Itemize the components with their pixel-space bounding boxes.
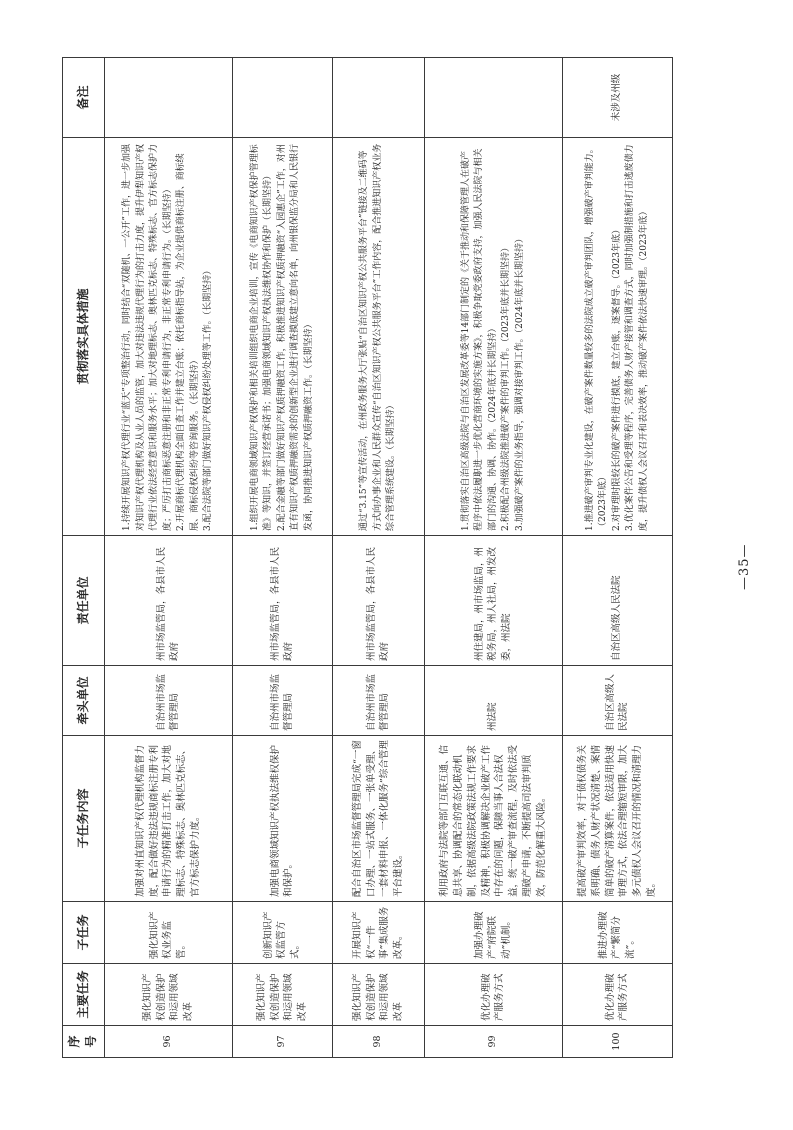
row-subtask: 强化知识产权业务监管。 [104,902,232,964]
row-measures [562,138,672,536]
row-measures [104,138,232,536]
table-row [104,58,232,1058]
row-no: 96 [104,1026,232,1058]
measure-line: 1.持续开展知识产权代理行业“蓝天”专项整治行动，同时结合“双随机、一公开”工作，进一步加强对知识产权代理机构及从业人员的监管，加大对违法违规代理行为的打击力度，提升伊犁知识产权代理行业依法经营意识和服务水平；加大对地理标志、奥林匹克标志、特殊标志、官方标志保护力度；严厉打击商标恶意注册和非正常专利申请行为，非正常专利申请行为。（长期坚持） [122,143,173,531]
measure-line: 通过“3.15”等宣传活动，在州政务服务大厅张贴“自治区知识产权公共服务平台”链接及二维码等方式向办事企业和人民群众宣传“自治区知识产权公共服务平台”工作内容，配合推进知识产权业务综合管理系统建设。（长期坚持） [359,143,397,531]
header-measures: 贯彻落实具体措施 [63,138,105,536]
measure-line: 2.积极配合州级法院推进破产案件的审判工作。（2023年底并长期坚持） [501,243,512,531]
row-subtask-content: 配合自治区市场监督管理局完成“一窗口办理、一站式服务、一张单受理、一套材料申报、一体化服务”综合管理平台建设。 [332,736,424,902]
table-row [232,58,332,1058]
header-responsible-unit: 责任单位 [63,536,105,666]
measure-line: 1.组织开展电商领域知识产权保护和相关培训组织电商企业培训，宣传《电商知识产权保护管理标准》等知识，并签订经营承诺书；加强电商领域知识产权执法维权协作和保护（长期坚持） [249,144,274,531]
table-row [424,58,562,1058]
row-no: 100 [562,1026,672,1058]
row-measures [424,138,562,536]
header-main-task: 主要任务 [63,964,105,1026]
table-row [332,58,424,1058]
measure-line: 1.推进破产审判专业化建设，在破产案件数量较多的法院成立破产审判团队，增强破产审判能力。（2023年底） [584,144,609,531]
measure-line: 2.对审理时限较长的破产案件进行摸底，建立台账，逐案督导。（2023年底） [611,225,622,531]
measure-line: 2.开展商标代理机构全面自查工作并建立台账；依托商标指导站，为企业提供商标注册、商标续展、商标侵权纠纷等咨询服务。（长期坚持） [176,153,200,531]
measure-line: 3.加强破产案件的业务指导，强调对接审判工作。（2024年底并长期坚持） [514,234,525,531]
row-note [332,58,424,138]
row-responsible-unit: 自治区高级人民法院 [562,536,672,666]
row-responsible-unit: 州市场监管局，各县市人民政府 [232,536,332,666]
row-subtask: 创新知识产权监管方式。 [232,902,332,964]
header-row [63,58,105,1058]
header-subtask-content: 子任务内容 [63,736,105,902]
row-no: 98 [332,1026,424,1058]
measure-line: 3.优化案件公告和受理等程序，完善债务人财产接管和调查方式，同时加强制措施和打击逃废债力度，提升债权人会议召开和表决效率，推动破产案件依法快速审理。（2023年底） [625,144,649,531]
header-subtask: 子任务 [63,902,105,964]
row-lead-unit: 自治区高级人民法院 [562,666,672,736]
row-subtask: 加强办理破产“府院联动”机制。 [424,902,562,964]
reform-task-table [62,57,673,1058]
row-subtask-content: 加强电商领域知识产权执法维权保护和保护。 [232,736,332,902]
row-main-task: 优化办理破产服务方式 [562,964,672,1026]
row-subtask-content: 利用政府与法院等部门互联互通、信息共享、协调配合的常态化联动机制，依据高级法院政策法规工作要求及精神，积极协调解决企业破产工作中存在的问题，保障当事人合法权益，统一破产审查流程，及时依法受理破产申请，不断提高司法审判质效，防范化解重大风险。 [424,736,562,902]
row-note: 未涉及州级 [562,58,672,138]
row-subtask-content: 提高破产审判效率，对于债权债务关系明确、债务人财产状况清楚、案情简单的破产清算案件，依法适用快速审理方式，依法合理缩短审限，加大多元债权人会议召开的情况和清理力度。 [562,736,672,902]
row-lead-unit: 州法院 [424,666,562,736]
row-responsible-unit: 州市场监管局，各县市人民政府 [332,536,424,666]
row-no: 99 [424,1026,562,1058]
measure-line: 1.贯彻落实自治区高级法院与自治区发展改革委等14部门制定的《关于推动和保障管理人在破产程序中依法履职进一步优化营商环境的实施方案》，积极争取党委政府支持，加强人民法院与相关部门的沟通、协调、协作。（2024年底并长期坚持） [460,148,498,531]
row-responsible-unit: 州市场监管局，各县市人民政府 [104,536,232,666]
page-number: —35— [737,543,752,590]
row-no: 97 [232,1026,332,1058]
row-subtask-content: 加强对州直知识产权代理机构监督力度，配合做好违法违规商标注册专利申请行为的精准打击工作，加大对地理标志、特殊标志、奥林匹克标志、官方标志保护力度。 [104,736,232,902]
row-subtask: 开展知识产权“一件事”集成服务改革。 [332,902,424,964]
header-note: 备注 [63,58,105,138]
row-main-task: 强化知识产权创造保护和运用领域改革 [232,964,332,1026]
header-no: 序号 [63,1026,105,1058]
row-subtask: 推进办理破产“繁简分流”。 [562,902,672,964]
row-lead-unit: 自治州市场监督管理局 [232,666,332,736]
row-measures [332,138,424,536]
row-note [424,58,562,138]
row-lead-unit: 自治州市场监督管理局 [332,666,424,736]
row-lead-unit: 自治州市场监督管理局 [104,666,232,736]
measure-line: 2.配合金融等部门做好知识产权质押融资工作，积极推进知识产权质押融资“入园惠企”工作，对州直有知识产权质押融资需求的创新型企业进行调查摸底建立意向名单，向州银保监分局和人民银行发函，协同推进知识产权质押融资工作。（长期坚持） [276,143,314,531]
measure-line: 3.配合法院等部门做好知识产权侵权纠纷处理等工作。（长期坚持） [203,265,214,531]
row-responsible-unit: 州住建局，州市场监局，州税务局，州人社局，州发改委，州法院 [424,536,562,666]
row-main-task: 强化知识产权创造保护和运用领域改革 [104,964,232,1026]
header-lead-unit: 牵头单位 [63,666,105,736]
row-note [104,58,232,138]
table-row [562,58,672,1058]
row-note [232,58,332,138]
row-measures [232,138,332,536]
row-main-task: 强化知识产权创造保护和运用领域改革 [332,964,424,1026]
row-main-task: 优化办理破产服务方式 [424,964,562,1026]
